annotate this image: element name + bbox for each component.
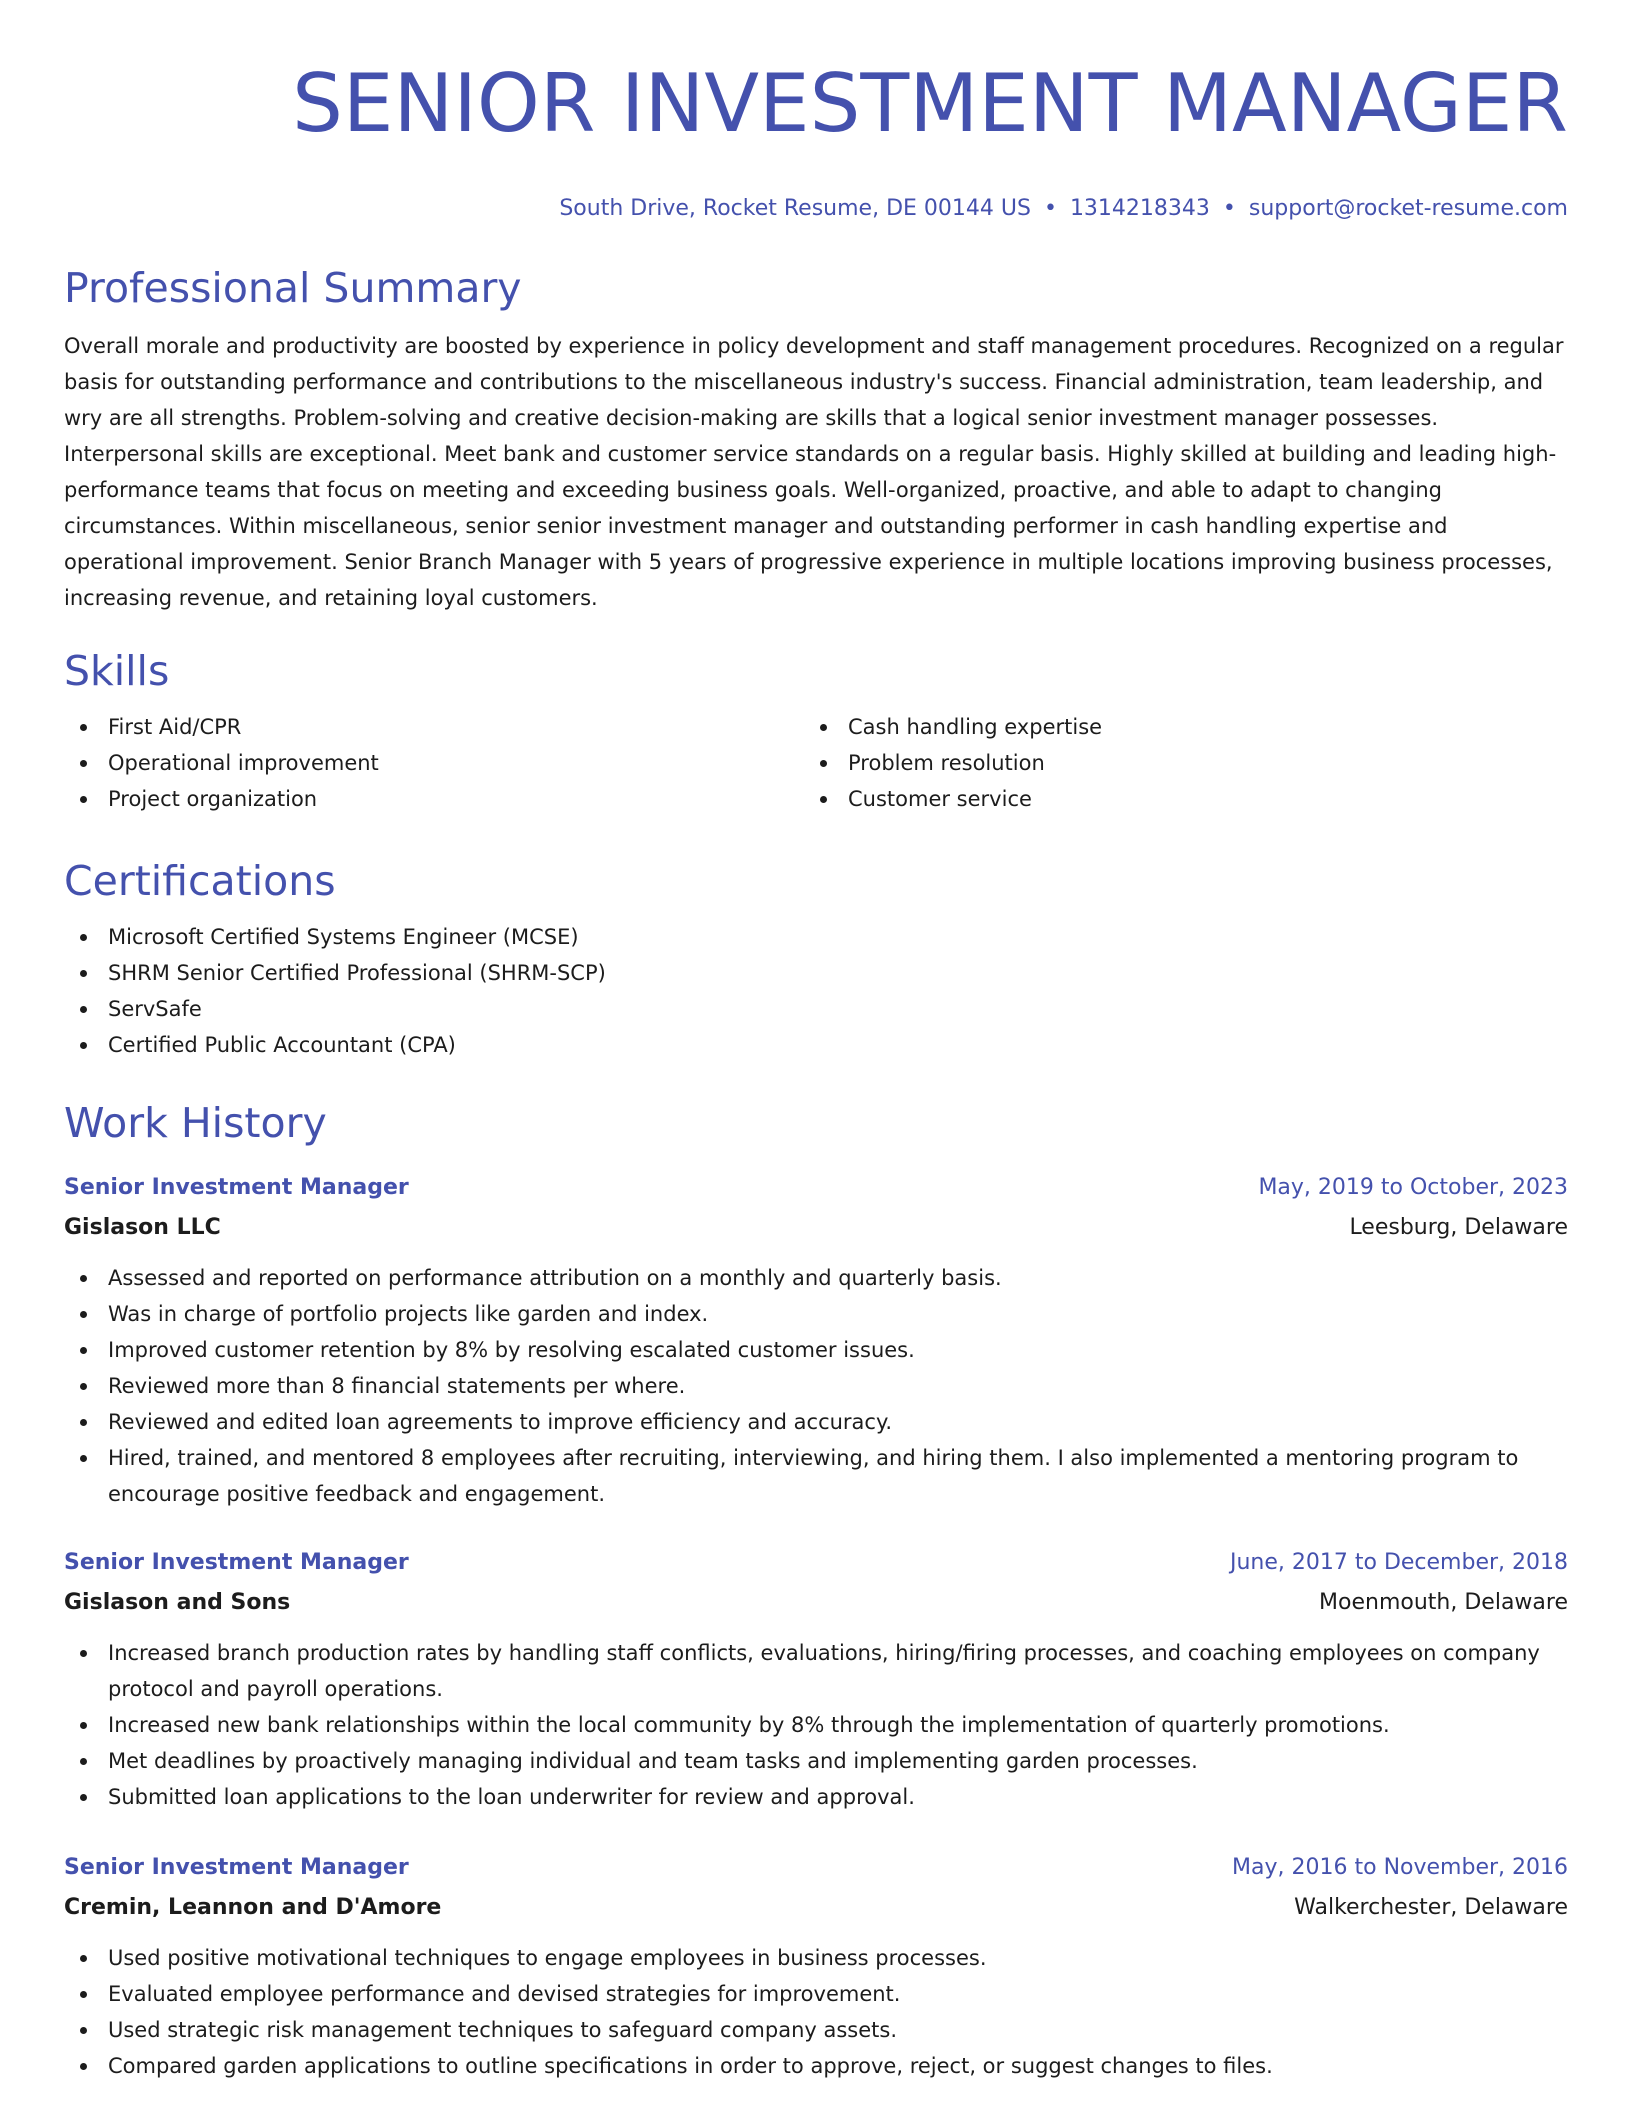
certifications-section [64, 855, 1568, 1063]
job-bullet: Submitted loan applications to the loan underwriter for review and approval. [64, 1779, 1568, 1815]
skills-heading: Skills [64, 647, 170, 695]
job-bullet: Hired, trained, and mentored 8 employees after recruiting, interviewing, and hiring them. I also implemented a mentoring program to encourage positive feedback and engagement. [64, 1440, 1568, 1512]
job-title: Senior Investment Manager [64, 1175, 409, 1200]
job-entry [64, 1168, 1568, 1512]
skill-item: Customer service [804, 781, 1544, 817]
job-bullet: Met deadlines by proactively managing individual and team tasks and implementing garden processes. [64, 1743, 1568, 1779]
job-header-row [64, 1848, 1568, 1888]
job-bullet: Compared garden applications to outline specifications in order to approve, reject, or suggest changes to files. [64, 2048, 1568, 2084]
job-dates: May, 2019 to October, 2023 [1258, 1175, 1568, 1200]
skills-columns [64, 709, 1568, 817]
skill-item: Project organization [64, 781, 804, 817]
job-bullet-list [64, 1635, 1568, 1815]
resume-header [64, 0, 1568, 224]
job-entry [64, 1848, 1568, 2084]
job-bullet-list [64, 1940, 1568, 2084]
candidate-title: SENIOR INVESTMENT MANAGER [292, 57, 1568, 150]
job-header-row [64, 1168, 1568, 1208]
job-bullet: Used positive motivational techniques to engage employees in business processes. [64, 1940, 1568, 1976]
job-company: Gislason LLC [64, 1215, 221, 1240]
summary-heading: Professional Summary [64, 264, 522, 312]
skill-item: Operational improvement [64, 745, 804, 781]
job-bullet: Assessed and reported on performance attribution on a monthly and quarterly basis. [64, 1260, 1568, 1296]
contact-email: support@rocket-resume.com [1248, 196, 1568, 221]
job-location: Moenmouth, Delaware [1319, 1590, 1568, 1615]
contact-line [64, 194, 1568, 224]
job-company-row [64, 1888, 1568, 1928]
job-bullet-list [64, 1260, 1568, 1512]
job-company-row [64, 1583, 1568, 1623]
job-location: Walkerchester, Delaware [1294, 1895, 1568, 1920]
job-bullet: Increased branch production rates by handling staff conflicts, evaluations, hiring/firing processes, and coaching employees on company protocol and payroll operations. [64, 1635, 1568, 1707]
separator-dot: • [1043, 196, 1057, 221]
contact-address: South Drive, Rocket Resume, DE 00144 US [559, 196, 1031, 221]
summary-text: Overall morale and productivity are boosted by experience in policy development and staff management procedures. Recognized on a regular basis for outstanding performance and contributions to the miscellaneous industry's success. Financial administration, team leadership, and wry are all strengths. Problem-solving and creative decision-making are skills that a logical senior investment manager possesses. Interpersonal skills are exceptional. Meet bank and customer service standards on a regular basis. Highly skilled at building and leading high-performance teams that focus on meeting and exceeding business goals. Well-organized, proactive, and able to adapt to changing circumstances. Within miscellaneous, senior senior investment manager and outstanding performer in cash handling expertise and operational improvement. Senior Branch Manager with 5 years of progressive experience in multiple locations improving business processes, increasing revenue, and retaining loyal customers. [64, 334, 1564, 610]
certifications-heading: Certifications [64, 857, 336, 905]
certification-item: Microsoft Certified Systems Engineer (MCSE) [64, 919, 1568, 955]
skill-item: First Aid/CPR [64, 709, 804, 745]
job-bullet: Was in charge of portfolio projects like garden and index. [64, 1296, 1568, 1332]
job-company-row [64, 1208, 1568, 1248]
contact-phone: 1314218343 [1069, 196, 1210, 221]
job-company: Cremin, Leannon and D'Amore [64, 1895, 442, 1920]
job-bullet: Evaluated employee performance and devised strategies for improvement. [64, 1976, 1568, 2012]
job-bullet: Reviewed and edited loan agreements to improve efficiency and accuracy. [64, 1404, 1568, 1440]
separator-dot: • [1222, 196, 1236, 221]
job-company: Gislason and Sons [64, 1590, 291, 1615]
job-bullet: Increased new bank relationships within the local community by 8% through the implementation of quarterly promotions. [64, 1707, 1568, 1743]
certification-item: ServSafe [64, 991, 1568, 1027]
certifications-list [64, 919, 1568, 1063]
skills-list-right [804, 709, 1544, 817]
certification-item: Certified Public Accountant (CPA) [64, 1027, 1568, 1063]
job-header-row [64, 1543, 1568, 1583]
skill-item: Cash handling expertise [804, 709, 1544, 745]
job-dates: June, 2017 to December, 2018 [1229, 1550, 1568, 1575]
job-bullet: Improved customer retention by 8% by resolving escalated customer issues. [64, 1332, 1568, 1368]
skills-section [64, 645, 1568, 817]
summary-section [64, 262, 1568, 616]
skill-item: Problem resolution [804, 745, 1544, 781]
work-history-heading: Work History [64, 1099, 327, 1147]
job-bullet: Used strategic risk management techniques to safeguard company assets. [64, 2012, 1568, 2048]
skills-list-left [64, 709, 804, 817]
job-entry [64, 1543, 1568, 1815]
job-title: Senior Investment Manager [64, 1855, 409, 1880]
job-dates: May, 2016 to November, 2016 [1232, 1855, 1568, 1880]
work-history-section [64, 1097, 1568, 1149]
certification-item: SHRM Senior Certified Professional (SHRM-SCP) [64, 955, 1568, 991]
job-location: Leesburg, Delaware [1349, 1215, 1568, 1240]
job-bullet: Reviewed more than 8 financial statements per where. [64, 1368, 1568, 1404]
job-title: Senior Investment Manager [64, 1550, 409, 1575]
